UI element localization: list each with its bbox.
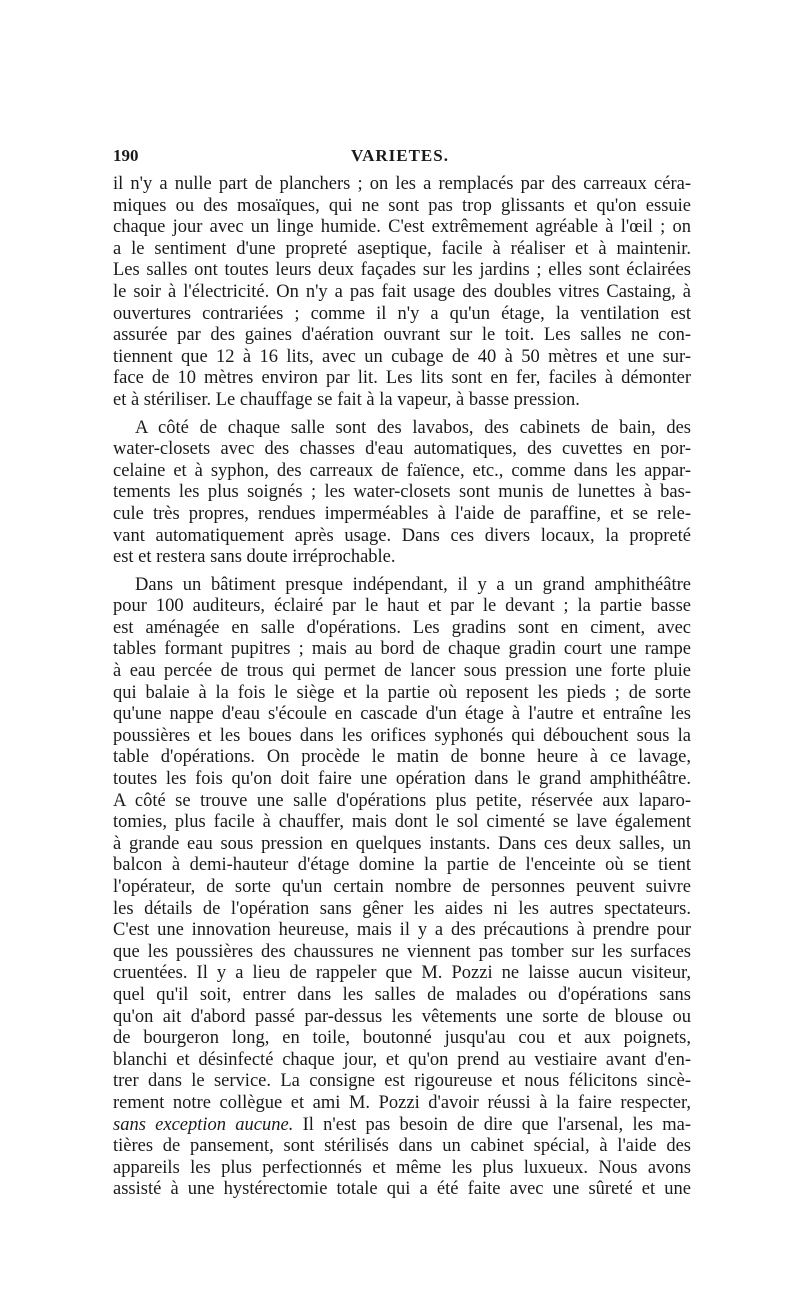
text-line: face de 10 mètres environ par lit. Les lits sont en fer, faciles à démonter bbox=[113, 368, 691, 389]
text-line: tomies, plus facile à chauffer, mais dont le sol cimenté se lave également bbox=[113, 812, 691, 833]
text-line: tements les plus soignés ; les water-closets sont munis de lunettes à bas- bbox=[113, 482, 691, 503]
text-line: celaine et à syphon, des carreaux de faïence, etc., comme dans les appar- bbox=[113, 460, 691, 481]
text-line: que les poussières des chaussures ne viennent pas tomber sur les surfaces bbox=[113, 941, 691, 962]
text-line: rement notre collègue et ami M. Pozzi d'avoir réussi à la faire respecter, bbox=[113, 1092, 691, 1113]
text-line: tières de pansement, sont stérilisés dans un cabinet spécial, à l'aide des bbox=[113, 1136, 691, 1157]
text-line: tiennent que 12 à 16 lits, avec un cubage de 40 à 50 mètres et une sur- bbox=[113, 346, 691, 367]
italic-phrase: sans exception aucune. bbox=[113, 1114, 294, 1135]
text-line: assisté à une hystérectomie totale qui a été faite avec une sûreté et une bbox=[113, 1179, 691, 1200]
paragraph-start: A côté de chaque salle sont des lavabos, des cabinets de bain, des bbox=[135, 417, 691, 438]
text-line: A côté se trouve une salle d'opérations plus petite, réservée aux laparo- bbox=[113, 790, 691, 811]
text-line: tables formant pupitres ; mais au bord de chaque gradin court une rampe bbox=[113, 639, 691, 660]
text-line: water-closets avec des chasses d'eau automatiques, des cuvettes en por- bbox=[113, 439, 691, 460]
text-line: est et restera sans doute irréprochable. bbox=[113, 547, 396, 568]
text-line: à grande eau sous pression en quelques instants. Dans ces deux salles, un bbox=[113, 833, 691, 854]
text-line: qu'on ait d'abord passé par-dessus les vêtements une sorte de blouse ou bbox=[113, 1006, 691, 1027]
text-line: les détails de l'opération sans gêner les aides ni les autres spectateurs. bbox=[113, 898, 691, 919]
text-line: chaque jour avec un linge humide. C'est extrêmement agréable à l'œil ; on bbox=[113, 217, 691, 238]
text-line: miques ou des mosaïques, qui ne sont pas trop glissants et qu'on essuie bbox=[113, 195, 691, 216]
text-line: il n'y a nulle part de planchers ; on les a remplacés par des carreaux céra- bbox=[113, 174, 691, 194]
text-line: trer dans le service. La consigne est rigoureuse et nous félicitons sincè- bbox=[113, 1071, 691, 1092]
text-line: cruentées. Il y a lieu de rappeler que M. Pozzi ne laisse aucun visiteur, bbox=[113, 963, 691, 984]
text-line: cule très propres, rendues imperméables à l'aide de paraffine, et se rele- bbox=[113, 503, 691, 524]
text-line: l'opérateur, de sorte qu'un certain nombre de personnes peuvent suivre bbox=[113, 877, 691, 897]
text-line: quel qu'il soit, entrer dans les salles de malades ou d'opérations sans bbox=[113, 984, 691, 1005]
text-line-mixed bbox=[113, 1115, 691, 1137]
text-line: a le sentiment d'une propreté aseptique, facile à réaliser et à maintenir. bbox=[113, 238, 691, 259]
text-line: est aménagée en salle d'opérations. Les gradins sont en ciment, avec bbox=[113, 617, 691, 638]
text-line: appareils les plus perfectionnés et même les plus luxueux. Nous avons bbox=[113, 1157, 691, 1178]
text-line: blanchi et désinfecté chaque jour, et qu'on prend au vestiaire avant d'en- bbox=[113, 1049, 691, 1070]
paragraph-start: Dans un bâtiment presque indépendant, il y a un grand amphithéâtre bbox=[135, 574, 691, 595]
text-line: vant automatiquement après usage. Dans ces divers locaux, la propreté bbox=[113, 525, 691, 546]
text-run: Il n'est pas besoin de dire que l'arsenal, les ma- bbox=[293, 1114, 692, 1135]
text-line: qui balaie à la fois le siège et la partie où reposent les pieds ; de sorte bbox=[113, 682, 691, 703]
page-header bbox=[113, 146, 687, 170]
text-line: balcon à demi-hauteur d'étage domine la partie de l'enceinte où se tient bbox=[113, 855, 691, 876]
text-line: à eau percée de trous qui permet de lancer sous pression une forte pluie bbox=[113, 661, 691, 682]
body-text bbox=[113, 174, 691, 1201]
text-line: le soir à l'électricité. On n'y a pas fait usage des doubles vitres Castaing, à bbox=[113, 281, 691, 302]
text-line: qu'une nappe d'eau s'écoule en cascade d'un étage à l'autre et entraîne les bbox=[113, 704, 691, 725]
text-line: ouvertures contrariées ; comme il n'y a qu'un étage, la ventilation est bbox=[113, 303, 691, 324]
text-line: poussières et les boues dans les orifices syphonés qui débouchent sous la bbox=[113, 725, 691, 746]
running-title: VARIETES. bbox=[351, 146, 449, 165]
text-line: table d'opérations. On procède le matin de bonne heure à ce lavage, bbox=[113, 747, 691, 768]
text-line: Les salles ont toutes leurs deux façades sur les jardins ; elles sont éclairées bbox=[113, 260, 691, 281]
page-number: 190 bbox=[113, 146, 139, 165]
text-line: assurée par des gaines d'aération ouvrant sur le toit. Les salles ne con- bbox=[113, 325, 691, 346]
text-line: pour 100 auditeurs, éclairé par le haut et par le devant ; la partie basse bbox=[113, 596, 691, 617]
text-line: C'est une innovation heureuse, mais il y a des précautions à prendre pour bbox=[113, 920, 691, 941]
text-line: et à stériliser. Le chauffage se fait à la vapeur, à basse pression. bbox=[113, 389, 580, 410]
text-line: de bourgeron long, en toile, boutonné jusqu'au cou et aux poignets, bbox=[113, 1028, 691, 1049]
text-line: toutes les fois qu'on doit faire une opération dans le grand amphithéâtre. bbox=[113, 769, 691, 790]
